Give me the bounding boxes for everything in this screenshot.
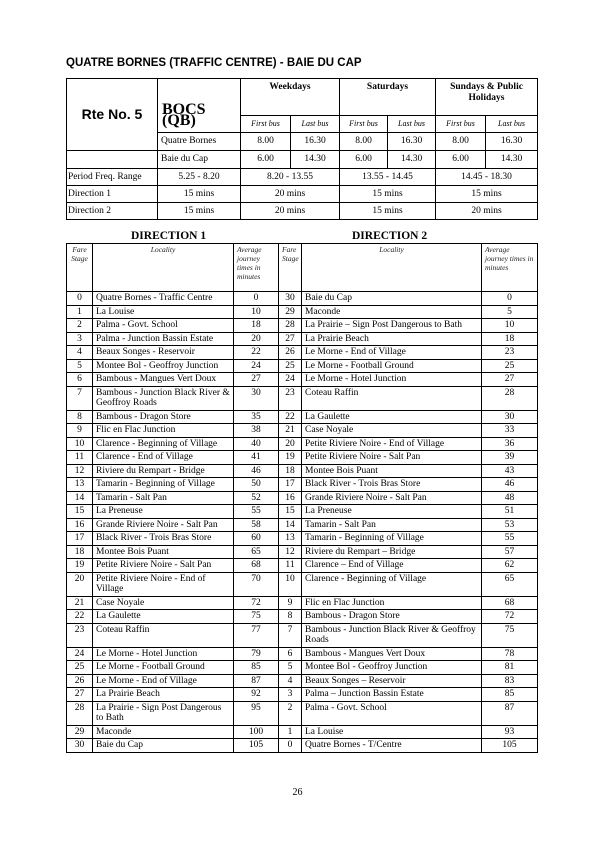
- journey-time-cell: 85: [482, 688, 538, 702]
- fare-stage-cell: 0: [279, 739, 302, 753]
- journey-time-cell: 20: [234, 332, 279, 346]
- table-row: [67, 739, 538, 753]
- locality-cell: Coteau Raffin: [93, 623, 234, 647]
- direction-1-heading: DIRECTION 1: [131, 230, 207, 242]
- journey-time-cell: 36: [482, 437, 538, 451]
- journey-time-cell: 93: [482, 725, 538, 739]
- fare-stage-cell: 20: [67, 572, 93, 596]
- journey-time-cell: 77: [234, 623, 279, 647]
- fare-stage-cell: 16: [279, 491, 302, 505]
- locality-cell: Maconde: [93, 725, 234, 739]
- locality-cell: Clarence - End of Village: [93, 451, 234, 465]
- fare-stage-header: Fare Stage: [279, 244, 302, 292]
- fare-stage-table: [66, 243, 538, 753]
- locality-cell: Tamarin - Salt Pan: [93, 491, 234, 505]
- journey-time-cell: 18: [234, 319, 279, 333]
- table-row: [67, 437, 538, 451]
- journey-time-cell: 105: [234, 739, 279, 753]
- journey-time-cell: 50: [234, 478, 279, 492]
- weekdays-header: Weekdays: [241, 79, 340, 116]
- fare-stage-cell: 21: [67, 596, 93, 610]
- locality-cell: Montee Bois Puant: [302, 464, 482, 478]
- journey-time-cell: 23: [482, 346, 538, 360]
- operator-name: BOCS (QB): [158, 79, 241, 133]
- locality-cell: Flic en Flac Junction: [93, 424, 234, 438]
- locality-cell: La Prairie - Sign Post Dangerous to Bath: [93, 701, 234, 725]
- locality-cell: Grande Riviere Noire - Salt Pan: [93, 518, 234, 532]
- locality-cell: Quatre Bornes - T/Centre: [302, 739, 482, 753]
- journey-time-cell: 72: [234, 596, 279, 610]
- time-cell: 16.30: [486, 133, 538, 151]
- journey-time-cell: 81: [482, 661, 538, 675]
- journey-time-cell: 25: [482, 359, 538, 373]
- fare-stage-cell: 11: [67, 451, 93, 465]
- fare-stage-cell: 10: [279, 572, 302, 596]
- fare-stage-cell: 4: [279, 674, 302, 688]
- journey-time-cell: 57: [482, 545, 538, 559]
- fare-stage-cell: 10: [67, 437, 93, 451]
- journey-time-cell: 46: [482, 478, 538, 492]
- fare-stage-cell: 18: [279, 464, 302, 478]
- time-cell: 8.00: [241, 133, 291, 151]
- locality-cell: Tamarin - Beginning of Village: [302, 532, 482, 546]
- journey-time-cell: 65: [482, 572, 538, 596]
- locality-cell: Bambous - Dragon Store: [93, 410, 234, 424]
- journey-time-cell: 75: [234, 610, 279, 624]
- locality-cell: Petite Riviere Noire - Salt Pan: [302, 451, 482, 465]
- locality-cell: Black River - Trois Bras Store: [302, 478, 482, 492]
- locality-cell: Black River - Trois Bras Store: [93, 532, 234, 546]
- locality-cell: Le Morne - Hotel Junction: [302, 373, 482, 387]
- time-cell: 14.30: [486, 151, 538, 169]
- fare-stage-header: Fare Stage: [67, 244, 93, 292]
- page-title: QUATRE BORNES (TRAFFIC CENTRE) - BAIE DU CAP: [66, 57, 362, 69]
- table-row: [67, 346, 538, 360]
- journey-time-cell: 92: [234, 688, 279, 702]
- fare-stage-cell: 30: [67, 739, 93, 753]
- fare-stage-cell: 3: [279, 688, 302, 702]
- locality-cell: La Preneuse: [93, 505, 234, 519]
- locality-cell: Palma - Govt. School: [93, 319, 234, 333]
- fare-stage-cell: 13: [67, 478, 93, 492]
- fare-stage-cell: 15: [67, 505, 93, 519]
- fare-stage-cell: 5: [279, 661, 302, 675]
- journey-time-cell: 55: [482, 532, 538, 546]
- fare-stage-cell: 28: [67, 701, 93, 725]
- fare-stage-cell: 26: [67, 674, 93, 688]
- fare-stage-cell: 6: [67, 373, 93, 387]
- locality-cell: Palma - Govt. School: [302, 701, 482, 725]
- table-row: [67, 332, 538, 346]
- journey-time-cell: 24: [234, 359, 279, 373]
- fare-stage-cell: 14: [279, 518, 302, 532]
- row-label: Direction 2: [67, 203, 158, 220]
- fare-stage-cell: 7: [67, 386, 93, 410]
- fare-stage-cell: 18: [67, 545, 93, 559]
- locality-cell: Beaux Songes - Reservoir: [93, 346, 234, 360]
- journey-time-cell: 72: [482, 610, 538, 624]
- avg-time-header: Average journey times in minutes: [234, 244, 279, 292]
- fare-stage-cell: 24: [67, 647, 93, 661]
- table-row: [67, 305, 538, 319]
- fare-stage-cell: 28: [279, 319, 302, 333]
- table-row: [67, 424, 538, 438]
- journey-time-cell: 52: [234, 491, 279, 505]
- table-row: [67, 292, 538, 306]
- fare-stage-cell: 25: [279, 359, 302, 373]
- locality-cell: Flic en Flac Junction: [302, 596, 482, 610]
- journey-time-cell: 5: [482, 305, 538, 319]
- locality-cell: Bambous - Dragon Store: [302, 610, 482, 624]
- terminal-name: Baie du Cap: [158, 151, 241, 169]
- sub-header: First bus: [241, 116, 291, 133]
- locality-cell: La Gaulette: [302, 410, 482, 424]
- avg-time-header: Average journey times in minutes: [482, 244, 538, 292]
- fare-stage-cell: 0: [67, 292, 93, 306]
- locality-header: Locality: [302, 244, 482, 292]
- table-row: [67, 688, 538, 702]
- saturdays-header: Saturdays: [340, 79, 436, 116]
- journey-time-cell: 46: [234, 464, 279, 478]
- page-number: 26: [292, 787, 303, 798]
- fare-stage-cell: 15: [279, 505, 302, 519]
- table-row: [67, 674, 538, 688]
- table-row: [67, 701, 538, 725]
- fare-stage-cell: 5: [67, 359, 93, 373]
- route-number: Rte No. 5: [67, 79, 158, 151]
- fare-stage-cell: 29: [67, 725, 93, 739]
- locality-cell: La Preneuse: [302, 505, 482, 519]
- table-row: [67, 610, 538, 624]
- fare-stage-cell: 19: [67, 559, 93, 573]
- fare-stage-cell: 9: [279, 596, 302, 610]
- freq-cell: 15 mins: [436, 186, 538, 203]
- locality-cell: Petite Riviere Noire - Salt Pan: [93, 559, 234, 573]
- sub-header: First bus: [436, 116, 486, 133]
- locality-header: Locality: [93, 244, 234, 292]
- journey-time-cell: 40: [234, 437, 279, 451]
- locality-cell: Riviere du Rempart - Bridge: [93, 464, 234, 478]
- fare-stage-cell: 13: [279, 532, 302, 546]
- time-cell: 8.00: [436, 133, 486, 151]
- locality-cell: Le Morne - Hotel Junction: [93, 647, 234, 661]
- locality-cell: Le Morne - Football Ground: [93, 661, 234, 675]
- journey-time-cell: 39: [482, 451, 538, 465]
- fare-stage-cell: 7: [279, 623, 302, 647]
- time-cell: 6.00: [241, 151, 291, 169]
- table-row: [67, 464, 538, 478]
- table-row: [67, 559, 538, 573]
- table-row: [67, 373, 538, 387]
- fare-stage-cell: 12: [279, 545, 302, 559]
- time-cell: 16.30: [388, 133, 436, 151]
- table-row: [67, 572, 538, 596]
- journey-time-cell: 35: [234, 410, 279, 424]
- locality-cell: La Prairie Beach: [302, 332, 482, 346]
- journey-time-cell: 30: [234, 386, 279, 410]
- journey-time-cell: 30: [482, 410, 538, 424]
- fare-stage-cell: 26: [279, 346, 302, 360]
- journey-time-cell: 70: [234, 572, 279, 596]
- fare-stage-cell: 22: [67, 610, 93, 624]
- time-cell: 14.30: [291, 151, 340, 169]
- schedule-summary-table: [66, 78, 538, 220]
- journey-time-cell: 65: [234, 545, 279, 559]
- table-row: [67, 725, 538, 739]
- freq-cell: 20 mins: [241, 203, 340, 220]
- journey-time-cell: 100: [234, 725, 279, 739]
- journey-time-cell: 38: [234, 424, 279, 438]
- table-row: [67, 505, 538, 519]
- fare-stage-cell: 3: [67, 332, 93, 346]
- locality-cell: Quatre Bornes - Traffic Centre: [93, 292, 234, 306]
- direction-2-heading: DIRECTION 2: [352, 230, 428, 242]
- freq-cell: 20 mins: [241, 186, 340, 203]
- fare-stage-cell: 12: [67, 464, 93, 478]
- locality-cell: Palma – Junction Bassin Estate: [302, 688, 482, 702]
- freq-cell: 14.45 - 18.30: [436, 169, 538, 186]
- locality-cell: Le Morne - End of Village: [93, 674, 234, 688]
- locality-cell: Maconde: [302, 305, 482, 319]
- locality-cell: Le Morne - Football Ground: [302, 359, 482, 373]
- fare-stage-cell: 27: [67, 688, 93, 702]
- row-label: Period Freq. Range: [67, 169, 158, 186]
- time-cell: 14.30: [388, 151, 436, 169]
- journey-time-cell: 68: [482, 596, 538, 610]
- time-cell: 6.00: [436, 151, 486, 169]
- fare-stage-cell: 8: [67, 410, 93, 424]
- journey-time-cell: 10: [482, 319, 538, 333]
- locality-cell: Case Noyale: [93, 596, 234, 610]
- table-row: [67, 545, 538, 559]
- fare-stage-cell: 16: [67, 518, 93, 532]
- fare-stage-cell: 29: [279, 305, 302, 319]
- locality-cell: Le Morne - End of Village: [302, 346, 482, 360]
- table-row: [67, 647, 538, 661]
- time-cell: 6.00: [340, 151, 388, 169]
- fare-stage-cell: 1: [279, 725, 302, 739]
- journey-time-cell: 78: [482, 647, 538, 661]
- locality-cell: Montee Bois Puant: [93, 545, 234, 559]
- table-row: [67, 319, 538, 333]
- locality-cell: Bambous - Junction Black River & Geoffroy Roads: [302, 623, 482, 647]
- sub-header: Last bus: [388, 116, 436, 133]
- fare-stage-cell: 9: [67, 424, 93, 438]
- time-cell: 8.00: [340, 133, 388, 151]
- table-row: [67, 623, 538, 647]
- journey-time-cell: 28: [482, 386, 538, 410]
- locality-cell: La Gaulette: [93, 610, 234, 624]
- journey-time-cell: 105: [482, 739, 538, 753]
- journey-time-cell: 27: [234, 373, 279, 387]
- journey-time-cell: 41: [234, 451, 279, 465]
- journey-time-cell: 68: [234, 559, 279, 573]
- journey-time-cell: 55: [234, 505, 279, 519]
- table-row: [67, 478, 538, 492]
- table-row: [67, 491, 538, 505]
- journey-time-cell: 60: [234, 532, 279, 546]
- journey-time-cell: 87: [482, 701, 538, 725]
- freq-cell: 15 mins: [158, 203, 241, 220]
- freq-cell: 13.55 - 14.45: [340, 169, 436, 186]
- table-row: [67, 661, 538, 675]
- fare-stage-cell: 23: [67, 623, 93, 647]
- journey-time-cell: 10: [234, 305, 279, 319]
- freq-cell: 15 mins: [340, 186, 436, 203]
- locality-cell: La Louise: [93, 305, 234, 319]
- fare-stage-cell: 24: [279, 373, 302, 387]
- table-row: [67, 596, 538, 610]
- freq-cell: 15 mins: [340, 203, 436, 220]
- row-label: Direction 1: [67, 186, 158, 203]
- fare-stage-cell: 6: [279, 647, 302, 661]
- locality-cell: Palma - Junction Bassin Estate: [93, 332, 234, 346]
- locality-cell: Bambous - Junction Black River & Geoffroy Roads: [93, 386, 234, 410]
- time-cell: 16.30: [291, 133, 340, 151]
- journey-time-cell: 51: [482, 505, 538, 519]
- freq-cell: 5.25 - 8.20: [158, 169, 241, 186]
- table-row: [67, 359, 538, 373]
- journey-time-cell: 53: [482, 518, 538, 532]
- fare-stage-cell: 1: [67, 305, 93, 319]
- locality-cell: Coteau Raffin: [302, 386, 482, 410]
- journey-time-cell: 83: [482, 674, 538, 688]
- locality-cell: Beaux Songes – Reservoir: [302, 674, 482, 688]
- fare-stage-cell: 2: [279, 701, 302, 725]
- journey-time-cell: 0: [234, 292, 279, 306]
- fare-stage-cell: 27: [279, 332, 302, 346]
- fare-stage-cell: 20: [279, 437, 302, 451]
- journey-time-cell: 27: [482, 373, 538, 387]
- table-row: [67, 532, 538, 546]
- journey-time-cell: 87: [234, 674, 279, 688]
- table-row: [67, 410, 538, 424]
- locality-cell: Petite Riviere Noire - End of Village: [93, 572, 234, 596]
- fare-stage-cell: 21: [279, 424, 302, 438]
- sub-header: Last bus: [486, 116, 538, 133]
- journey-time-cell: 75: [482, 623, 538, 647]
- journey-time-cell: 62: [482, 559, 538, 573]
- journey-time-cell: 58: [234, 518, 279, 532]
- locality-cell: Clarence – End of Village: [302, 559, 482, 573]
- journey-time-cell: 33: [482, 424, 538, 438]
- locality-cell: Montee Bol - Geoffroy Junction: [302, 661, 482, 675]
- locality-cell: La Louise: [302, 725, 482, 739]
- locality-cell: La Prairie Beach: [93, 688, 234, 702]
- locality-cell: Clarence - Beginning of Village: [93, 437, 234, 451]
- sundays-header: Sundays & Public Holidays: [436, 79, 538, 116]
- locality-cell: Baie du Cap: [93, 739, 234, 753]
- freq-cell: 15 mins: [158, 186, 241, 203]
- locality-cell: Clarence - Beginning of Village: [302, 572, 482, 596]
- fare-stage-cell: 19: [279, 451, 302, 465]
- locality-cell: Tamarin - Beginning of Village: [93, 478, 234, 492]
- sub-header: Last bus: [291, 116, 340, 133]
- locality-cell: Baie du Cap: [302, 292, 482, 306]
- journey-time-cell: 18: [482, 332, 538, 346]
- journey-time-cell: 43: [482, 464, 538, 478]
- fare-stage-cell: 23: [279, 386, 302, 410]
- journey-time-cell: 85: [234, 661, 279, 675]
- locality-cell: Grande Riviere Noire - Salt Pan: [302, 491, 482, 505]
- fare-stage-cell: 2: [67, 319, 93, 333]
- fare-stage-cell: 11: [279, 559, 302, 573]
- locality-cell: Petite Riviere Noire - End of Village: [302, 437, 482, 451]
- fare-stage-cell: 4: [67, 346, 93, 360]
- locality-cell: La Prairie – Sign Post Dangerous to Bath: [302, 319, 482, 333]
- journey-time-cell: 79: [234, 647, 279, 661]
- fare-stage-cell: 17: [67, 532, 93, 546]
- fare-stage-cell: 17: [279, 478, 302, 492]
- fare-stage-cell: 30: [279, 292, 302, 306]
- locality-cell: Bambous - Mangues Vert Doux: [302, 647, 482, 661]
- fare-stage-cell: 22: [279, 410, 302, 424]
- journey-time-cell: 0: [482, 292, 538, 306]
- journey-time-cell: 95: [234, 701, 279, 725]
- locality-cell: Tamarin - Salt Pan: [302, 518, 482, 532]
- freq-cell: 20 mins: [436, 203, 538, 220]
- sub-header: First bus: [340, 116, 388, 133]
- locality-cell: Case Noyale: [302, 424, 482, 438]
- locality-cell: Montee Bol - Geoffroy Junction: [93, 359, 234, 373]
- table-row: [67, 386, 538, 410]
- table-row: [67, 518, 538, 532]
- locality-cell: Bambous - Mangues Vert Doux: [93, 373, 234, 387]
- terminal-name: Quatre Bornes: [158, 133, 241, 151]
- locality-cell: Riviere du Rempart – Bridge: [302, 545, 482, 559]
- journey-time-cell: 22: [234, 346, 279, 360]
- freq-cell: 8.20 - 13.55: [241, 169, 340, 186]
- fare-stage-cell: 25: [67, 661, 93, 675]
- fare-stage-cell: 14: [67, 491, 93, 505]
- journey-time-cell: 48: [482, 491, 538, 505]
- fare-stage-cell: 8: [279, 610, 302, 624]
- table-row: [67, 451, 538, 465]
